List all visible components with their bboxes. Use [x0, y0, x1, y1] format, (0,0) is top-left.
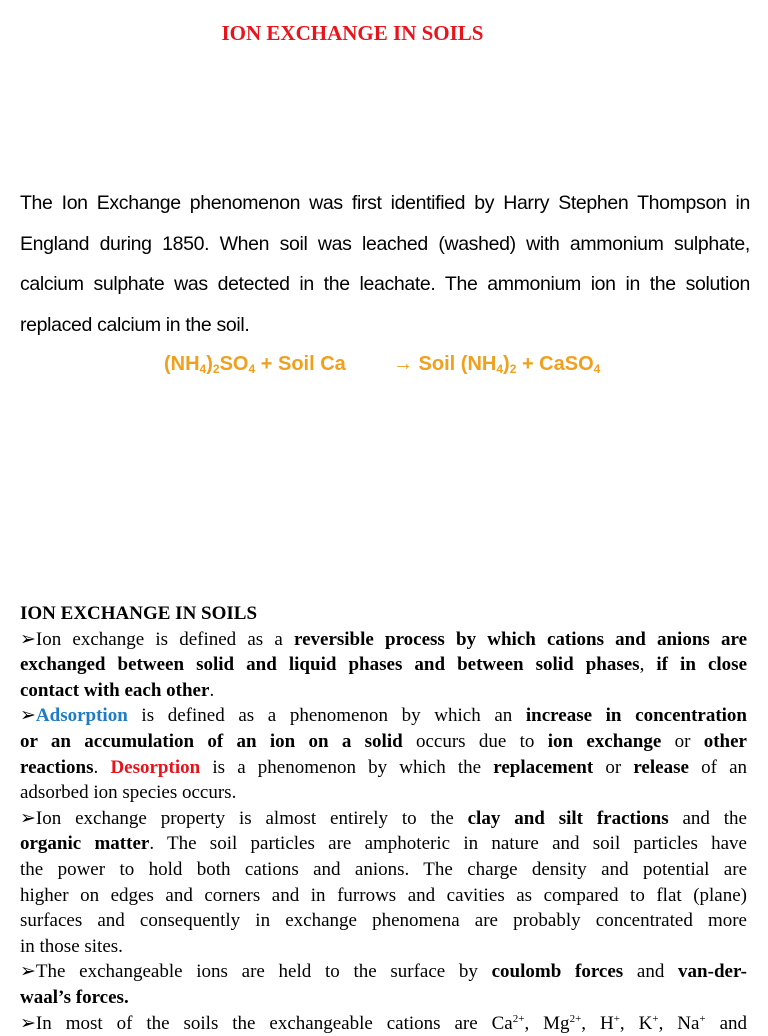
bullet-arrow-icon: ➢: [20, 629, 36, 650]
bullet-arrow-icon: ➢: [20, 1013, 36, 1034]
arrow-icon: →: [393, 353, 413, 375]
intro-line: calcium sulphate was detected in the leachate. The ammonium ion in the solution: [20, 264, 750, 305]
equation-products: → Soil $(NH_4)_2$ + CaSO$_4$: [393, 350, 600, 378]
page-title: ION EXCHANGE IN SOILS: [0, 20, 705, 46]
equation-reactants: $(NH_4)_2SO_4$ + Soil Ca: [164, 350, 346, 378]
intro-line: The Ion Exchange phenomenon was first identified by Harry Stephen Thompson in: [20, 183, 750, 224]
intro-line: England during 1850. When soil was leached (washed) with ammonium sulphate,: [20, 224, 750, 265]
bullet-paragraph: ➢Adsorption is defined as a phenomenon by which an increase in concentration or an accumulation of an ion on a solid occurs due to ion exchange or other reactions. Desorption is a phenomenon by which the replacement or release of an adsorbed ion species occurs.: [20, 703, 747, 805]
intro-line: replaced calcium in the soil.: [20, 305, 750, 346]
bullet-arrow-icon: ➢: [20, 705, 36, 726]
bullet-paragraph: ➢Ion exchange is defined as a reversible process by which cations and anions are exchanged between solid and liquid phases and between solid phases, if in close contact with each other.: [20, 627, 747, 704]
bullet-arrow-icon: ➢: [20, 808, 36, 829]
desorption-term: Desorption: [110, 757, 200, 778]
section-heading: ION EXCHANGE IN SOILS: [20, 601, 747, 627]
bullet-paragraph: ➢Ion exchange property is almost entirely to the clay and silt fractions and the organic matter. The soil particles are amphoteric in nature and soil particles have the power to hold both cations and anions. The charge density and potential are higher on edges and corners and in furrows and cavities as compared to flat (plane) surfaces and consequently in exchange phenomena are probably concentrated more in those sites.: [20, 806, 747, 960]
bullet-arrow-icon: ➢: [20, 961, 36, 982]
section-body: [20, 601, 747, 1036]
bullet-paragraph: ➢The exchangeable ions are held to the surface by coulomb forces and van-der- waal’s forces.: [20, 959, 747, 1010]
bullet-paragraph: ➢In most of the soils the exchangeable cations are $Ca^{2+}$, $Mg^{2+}$, H+, K+, Na+ and: [20, 1011, 747, 1036]
intro-paragraph: [20, 183, 750, 345]
adsorption-term: Adsorption: [36, 705, 128, 726]
